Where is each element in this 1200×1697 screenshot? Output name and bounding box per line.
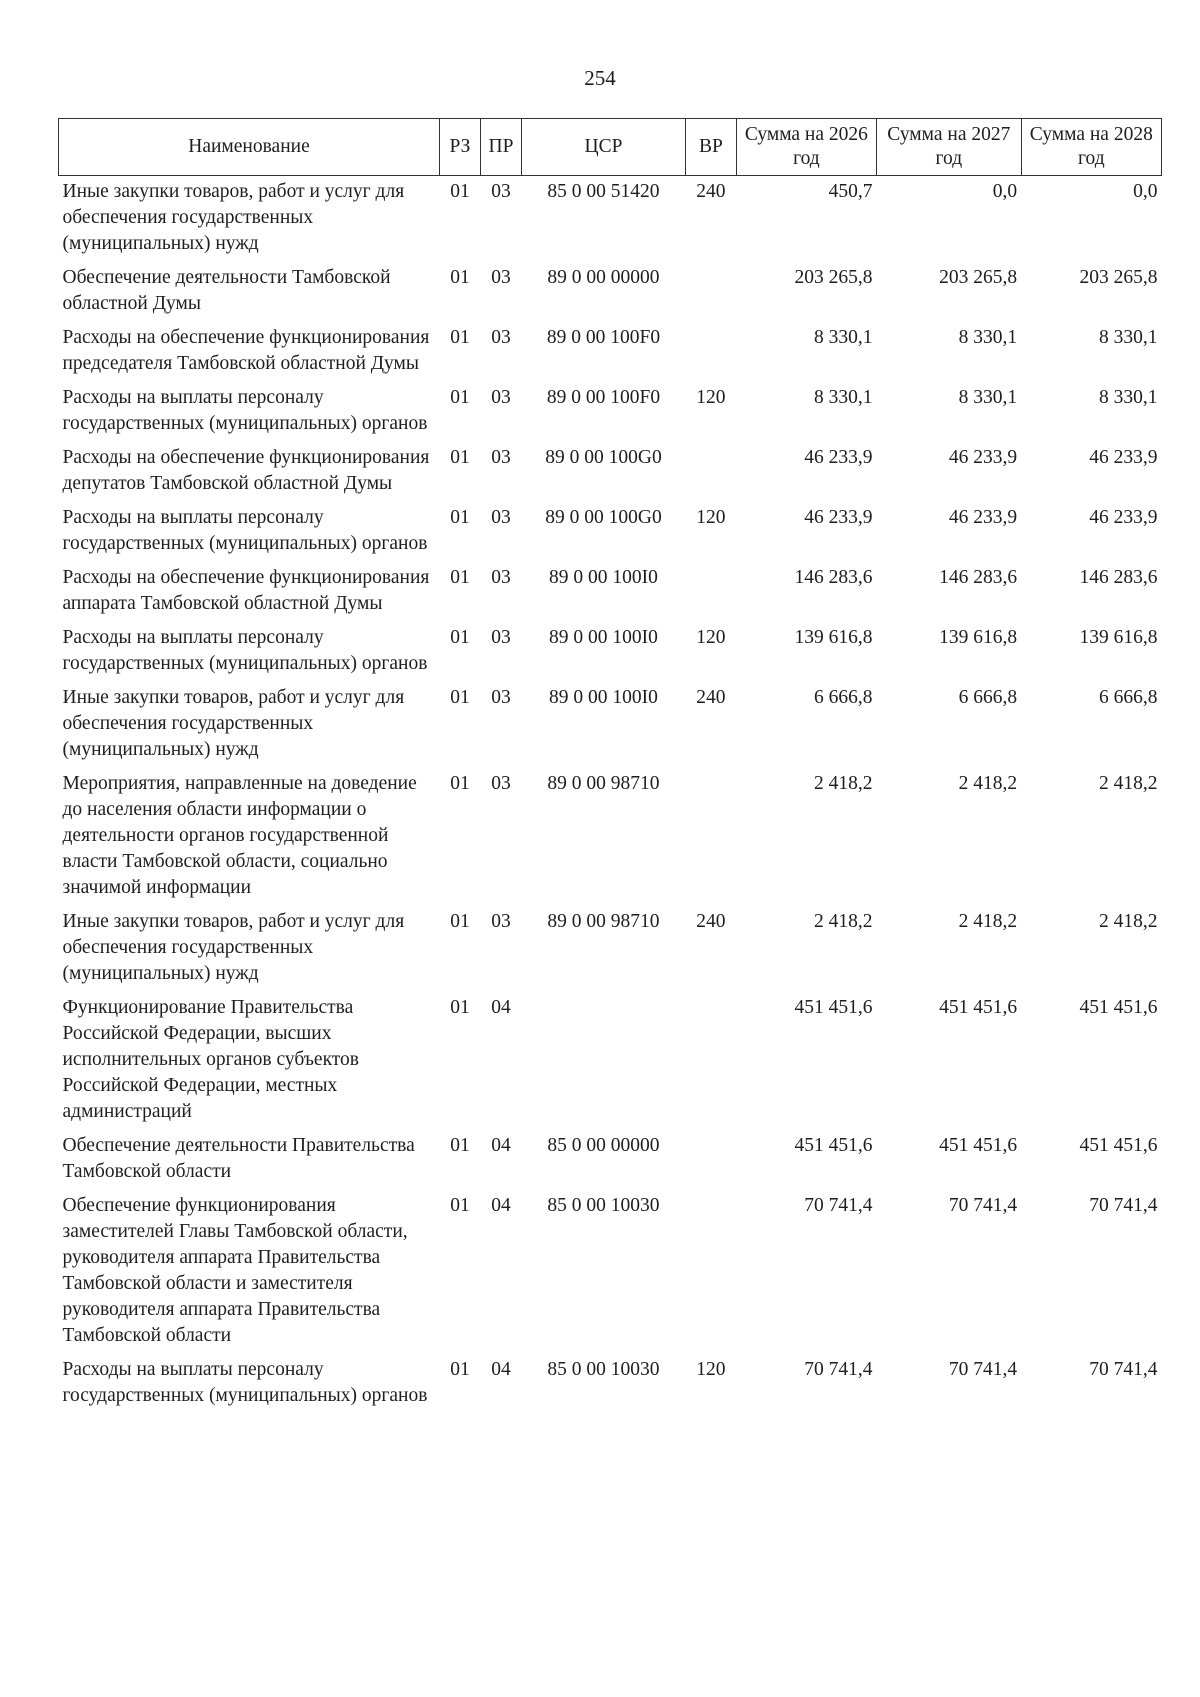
cell-sum-2028: 8 330,1 <box>1099 387 1158 408</box>
cell-sum-2026: 70 741,4 <box>804 1359 873 1380</box>
cell-pr: 03 <box>491 687 511 708</box>
cell-name: Расходы на обеспечение функционирования председателя Тамбовской областной Думы <box>62 327 430 374</box>
cell-csr: 89 0 00 100G0 <box>545 507 662 528</box>
cell-name: Расходы на выплаты персоналу государственных (муниципальных) органов <box>62 1359 428 1406</box>
column-header-csr: ЦСР <box>521 119 685 176</box>
cell-sum-2026: 2 418,2 <box>814 911 873 932</box>
cell-rz: 01 <box>450 1135 470 1156</box>
cell-pr: 04 <box>491 997 511 1018</box>
cell-rz: 01 <box>450 627 470 648</box>
cell-vr <box>686 322 737 382</box>
cell-csr: 85 0 00 00000 <box>547 1135 660 1156</box>
column-header-sum-2026: Сумма на 2026 год <box>736 119 876 176</box>
table-row <box>59 682 1162 768</box>
cell-pr: 03 <box>491 447 511 468</box>
table-row <box>59 262 1162 322</box>
cell-vr <box>686 562 737 622</box>
cell-pr: 03 <box>491 181 511 202</box>
cell-sum-2026: 70 741,4 <box>804 1195 873 1216</box>
cell-name: Расходы на выплаты персоналу государственных (муниципальных) органов <box>62 627 428 674</box>
cell-name: Расходы на обеспечение функционирования аппарата Тамбовской областной Думы <box>62 567 430 614</box>
cell-rz: 01 <box>450 687 470 708</box>
cell-rz: 01 <box>450 447 470 468</box>
cell-rz: 01 <box>450 911 470 932</box>
cell-sum-2027: 451 451,6 <box>939 1135 1018 1156</box>
cell-pr: 04 <box>491 1359 511 1380</box>
table-row <box>59 502 1162 562</box>
cell-pr: 04 <box>491 1195 511 1216</box>
cell-sum-2026: 8 330,1 <box>814 327 873 348</box>
table-row <box>59 176 1162 263</box>
cell-csr: 85 0 00 51420 <box>547 181 660 202</box>
cell-sum-2028: 2 418,2 <box>1099 911 1158 932</box>
cell-sum-2027: 70 741,4 <box>948 1195 1018 1216</box>
cell-sum-2026: 139 616,8 <box>794 627 873 648</box>
cell-csr: 85 0 00 10030 <box>547 1195 660 1216</box>
cell-sum-2027: 8 330,1 <box>958 387 1018 408</box>
cell-sum-2027: 451 451,6 <box>939 997 1018 1018</box>
cell-sum-2028: 146 283,6 <box>1079 567 1158 588</box>
table-row <box>59 906 1162 992</box>
cell-name: Иные закупки товаров, работ и услуг для обеспечения государственных (муниципальных) нужд <box>62 181 405 254</box>
column-header-pr: ПР <box>480 119 521 176</box>
column-header-rz: РЗ <box>439 119 480 176</box>
cell-rz: 01 <box>450 1359 470 1380</box>
cell-vr: 240 <box>696 911 726 932</box>
column-header-sum-2028: Сумма на 2028 год <box>1021 119 1161 176</box>
cell-sum-2026: 6 666,8 <box>814 687 873 708</box>
cell-vr: 240 <box>696 687 726 708</box>
table-header <box>59 119 1162 176</box>
cell-vr: 120 <box>696 1359 726 1380</box>
cell-csr: 89 0 00 100F0 <box>546 327 661 348</box>
cell-sum-2027: 0,0 <box>992 181 1018 202</box>
cell-sum-2027: 8 330,1 <box>958 327 1018 348</box>
page-number: 254 <box>584 66 616 90</box>
table-row <box>59 1190 1162 1354</box>
column-header-sum-2027: Сумма на 2027 год <box>877 119 1022 176</box>
cell-name: Обеспечение деятельности Правительства Тамбовской области <box>62 1135 415 1182</box>
cell-sum-2028: 2 418,2 <box>1099 773 1158 794</box>
cell-sum-2026: 2 418,2 <box>814 773 873 794</box>
cell-rz: 01 <box>450 1195 470 1216</box>
cell-sum-2028: 6 666,8 <box>1099 687 1158 708</box>
cell-sum-2026: 451 451,6 <box>794 1135 873 1156</box>
cell-sum-2026: 46 233,9 <box>804 507 873 528</box>
cell-pr: 03 <box>491 267 511 288</box>
cell-rz: 01 <box>450 997 470 1018</box>
cell-sum-2027: 146 283,6 <box>939 567 1018 588</box>
cell-pr: 03 <box>491 773 511 794</box>
cell-csr: 89 0 00 100F0 <box>546 387 661 408</box>
cell-sum-2026: 450,7 <box>828 181 873 202</box>
table-row <box>59 1130 1162 1190</box>
table-row <box>59 322 1162 382</box>
cell-rz: 01 <box>450 327 470 348</box>
cell-name: Мероприятия, направленные на доведение до населения области информации о деятельности органов государственной власти Тамбовской области, социально значимой информации <box>62 773 417 898</box>
cell-sum-2027: 203 265,8 <box>939 267 1018 288</box>
cell-vr: 120 <box>696 387 726 408</box>
cell-sum-2026: 46 233,9 <box>804 447 873 468</box>
cell-sum-2027: 2 418,2 <box>958 911 1018 932</box>
cell-csr: 89 0 00 100I0 <box>549 567 658 588</box>
table-row <box>59 622 1162 682</box>
cell-vr <box>686 1190 737 1354</box>
cell-pr: 03 <box>491 627 511 648</box>
cell-sum-2027: 70 741,4 <box>948 1359 1018 1380</box>
cell-csr: 89 0 00 00000 <box>547 267 660 288</box>
cell-rz: 01 <box>450 567 470 588</box>
cell-csr: 89 0 00 98710 <box>547 773 660 794</box>
cell-sum-2028: 451 451,6 <box>1079 1135 1158 1156</box>
cell-sum-2027: 46 233,9 <box>948 447 1018 468</box>
cell-rz: 01 <box>450 773 470 794</box>
cell-csr: 89 0 00 100I0 <box>549 687 658 708</box>
cell-rz: 01 <box>450 267 470 288</box>
cell-pr: 03 <box>491 567 511 588</box>
cell-sum-2028: 70 741,4 <box>1089 1359 1158 1380</box>
cell-sum-2026: 146 283,6 <box>794 567 873 588</box>
cell-rz: 01 <box>450 387 470 408</box>
cell-pr: 04 <box>491 1135 511 1156</box>
cell-vr <box>686 1130 737 1190</box>
cell-name: Расходы на выплаты персоналу государственных (муниципальных) органов <box>62 507 428 554</box>
cell-name: Обеспечение функционирования заместителей Главы Тамбовской области, руководителя аппарата Правительства Тамбовской области и заместителя руководителя аппарата Правительства Тамбовской области <box>62 1195 408 1346</box>
cell-csr: 89 0 00 100G0 <box>545 447 662 468</box>
cell-pr: 03 <box>491 507 511 528</box>
cell-sum-2028: 46 233,9 <box>1089 447 1158 468</box>
cell-name: Обеспечение деятельности Тамбовской областной Думы <box>62 267 391 314</box>
table-row <box>59 382 1162 442</box>
table-row <box>59 562 1162 622</box>
cell-name: Функционирование Правительства Российской Федерации, высших исполнительных органов субъектов Российской Федерации, местных администраций <box>62 997 360 1122</box>
cell-sum-2028: 8 330,1 <box>1099 327 1158 348</box>
cell-vr <box>686 768 737 906</box>
cell-vr <box>686 442 737 502</box>
table-row <box>59 442 1162 502</box>
cell-sum-2027: 139 616,8 <box>939 627 1018 648</box>
cell-rz: 01 <box>450 181 470 202</box>
cell-sum-2026: 451 451,6 <box>794 997 873 1018</box>
cell-pr: 03 <box>491 911 511 932</box>
cell-vr <box>686 992 737 1130</box>
cell-sum-2027: 46 233,9 <box>948 507 1018 528</box>
cell-vr: 120 <box>696 627 726 648</box>
cell-name: Иные закупки товаров, работ и услуг для обеспечения государственных (муниципальных) нужд <box>62 687 405 760</box>
cell-sum-2026: 203 265,8 <box>794 267 873 288</box>
cell-sum-2028: 0,0 <box>1133 181 1158 202</box>
cell-csr: 89 0 00 98710 <box>547 911 660 932</box>
cell-sum-2028: 203 265,8 <box>1079 267 1158 288</box>
column-header-name: Наименование <box>59 119 440 176</box>
cell-sum-2027: 6 666,8 <box>958 687 1018 708</box>
cell-sum-2026: 8 330,1 <box>814 387 873 408</box>
cell-vr: 240 <box>696 181 726 202</box>
cell-name: Расходы на выплаты персоналу государственных (муниципальных) органов <box>62 387 428 434</box>
cell-rz: 01 <box>450 507 470 528</box>
cell-name: Иные закупки товаров, работ и услуг для обеспечения государственных (муниципальных) нужд <box>62 911 405 984</box>
cell-name: Расходы на обеспечение функционирования депутатов Тамбовской областной Думы <box>62 447 430 494</box>
cell-csr: 89 0 00 100I0 <box>549 627 658 648</box>
cell-sum-2028: 451 451,6 <box>1079 997 1158 1018</box>
table-body <box>59 176 1162 1415</box>
cell-csr: 85 0 00 10030 <box>547 1359 660 1380</box>
column-header-vr: ВР <box>686 119 737 176</box>
cell-pr: 03 <box>491 327 511 348</box>
cell-sum-2028: 139 616,8 <box>1079 627 1158 648</box>
table-row <box>59 768 1162 906</box>
cell-vr <box>686 262 737 322</box>
cell-pr: 03 <box>491 387 511 408</box>
cell-vr: 120 <box>696 507 726 528</box>
table-row <box>59 1354 1162 1414</box>
cell-sum-2028: 46 233,9 <box>1089 507 1158 528</box>
budget-table <box>58 118 1162 1414</box>
cell-sum-2028: 70 741,4 <box>1089 1195 1158 1216</box>
table-row <box>59 992 1162 1130</box>
cell-sum-2027: 2 418,2 <box>958 773 1018 794</box>
cell-csr <box>521 992 685 1130</box>
